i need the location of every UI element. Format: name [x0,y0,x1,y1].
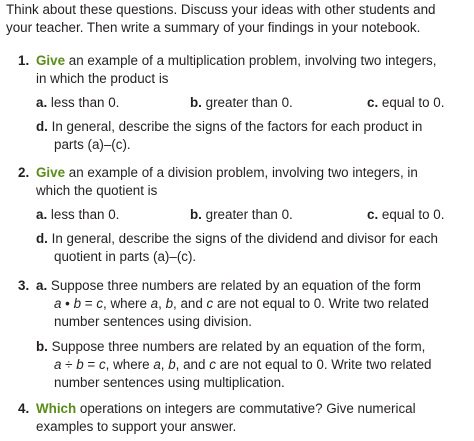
variable: c [96,296,104,311]
part-text: Suppose three numbers are related by an equation of the form, [51,339,426,354]
part-text: In general, describe the signs of the dividend and divisor for each [51,231,438,246]
variable: b [76,357,84,372]
question-3 [0,277,474,397]
part-b-line-2 [54,356,432,374]
part-text: equal to 0. [381,95,445,110]
part-d [36,230,438,248]
part-letter: b. [190,95,202,110]
question-stem-line-1 [36,400,416,418]
intro-paragraph [6,1,468,36]
part-c [367,206,444,224]
part-b [190,206,293,224]
variable: b [73,296,82,311]
question-2 [0,164,474,284]
text: , where [103,296,151,311]
part-d [36,118,422,136]
part-text: less than 0. [50,207,120,222]
keyword-which: Which [36,401,77,416]
part-text: In general, describe the signs of the factors for each product in [51,119,423,134]
variable: b [168,357,176,372]
variable: a [150,296,159,311]
variable: a [153,357,161,372]
part-letter: d. [36,119,48,134]
part-letter: a. [36,207,48,222]
operator: ÷ [61,357,77,372]
part-c [367,94,444,112]
part-a [36,206,119,224]
stem-text: operations on integers are commutative? Give numerical [76,401,416,416]
variable: a [54,357,62,372]
part-letter: c. [367,207,379,222]
question-stem-line-2: which the quotient is [36,183,158,198]
intro-line-2: your teacher. Then write a summary of your findings in your notebook. [6,19,421,35]
text: , [160,357,169,372]
question-stem-line-2: in which the product is [36,71,169,86]
part-letter: c. [367,95,379,110]
part-letter: b. [190,207,202,222]
operator: = [81,296,97,311]
keyword-give: Give [36,165,66,180]
question-stem-line-1 [36,164,418,182]
keyword-give: Give [36,53,66,68]
part-b-line-3: number sentences using multiplication. [54,375,285,390]
part-b [190,94,293,112]
part-letter: b. [36,339,48,354]
part-text: greater than 0. [205,95,293,110]
part-a [36,94,119,112]
question-4 [0,400,474,440]
question-number: 1. [18,53,30,68]
variable: b [165,296,174,311]
part-text: greater than 0. [205,207,293,222]
text: are not equal to 0. Write two related [213,296,429,311]
part-letter: d. [36,231,48,246]
variable: c [206,296,214,311]
text: , [158,296,166,311]
intro-line-1: Think about these questions. Discuss your ideas with other students and [6,2,436,17]
text: , and [173,296,207,311]
stem-text: an example of a multiplication problem, involving two integers, [65,53,437,68]
question-number: 3. [18,278,30,293]
text: are not equal to 0. Write two related [215,357,432,372]
question-stem-line-2: examples to support your answer. [36,419,237,434]
question-stem-line-1 [36,52,436,70]
text: , where [105,357,154,372]
operator: • [61,296,74,311]
part-b [36,338,425,356]
stem-text: an example of a division problem, involving two integers, in [65,165,418,180]
part-a-line-2 [54,295,429,313]
part-d-line-2: parts (a)–(c). [54,137,131,152]
part-letter: a. [36,95,48,110]
question-number: 4. [18,401,30,416]
variable: a [54,296,62,311]
part-a [36,277,421,295]
part-letter: a. [36,278,48,293]
part-a-line-3: number sentences using division. [54,314,252,329]
question-number: 2. [18,165,30,180]
question-1 [0,52,474,172]
part-text: equal to 0. [381,207,445,222]
operator: = [83,357,99,372]
variable: c [209,357,216,372]
text: , and [175,357,210,372]
part-d-line-2: quotient in parts (a)–(c). [54,249,197,264]
part-text: less than 0. [50,95,120,110]
variable: c [98,357,106,372]
part-text: Suppose three numbers are related by an equation of the form [50,278,421,293]
